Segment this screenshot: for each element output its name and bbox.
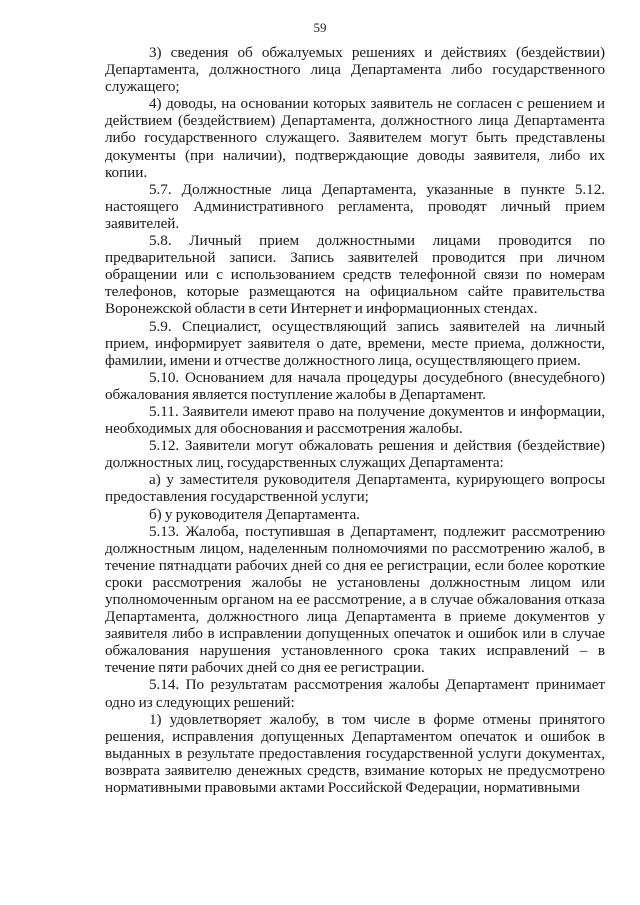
paragraph-5-14: 5.14. По результатам рассмотрения жалобы Департамент принимает одно из следующих решений: <box>105 676 605 711</box>
paragraph-5-9: 5.9. Специалист, осуществляющий запись заявителей на личный прием, информирует заявителя о дате, времени, месте приема, должности, фамилии, имени и отчестве должностного лица, осуществляющего прием. <box>105 317 605 369</box>
paragraph-item-4: 4) доводы, на основании которых заявитель не согласен с решением и действием (бездействием) Департамента, должностного лица Департамента либо государственного служащего. Заявителем могут быть представлены документы (при наличии), подтверждающие доводы заявителя, либо их копии. <box>105 95 605 181</box>
paragraph-5-8: 5.8. Личный прием должностными лицами проводится по предварительной записи. Запись заявителей проводится при личном обращении или с использованием средств телефонной связи по номерам телефонов, которые размещаются на официальном сайте правительства Воронежской области в сети Интернет и информационных стендах. <box>105 232 605 318</box>
paragraph-5-13: 5.13. Жалоба, поступившая в Департамент, подлежит рассмотрению должностным лицом, наделенным полномочиями по рассмотрению жалоб, в течение пятнадцати рабочих дней со дня ее регистрации, если более короткие сроки рассмотрения жалобы не установлены должностным лицом или уполномоченным органом на ее рассмотрение, а в случае обжалования отказа Департамента, должностного лица Департамента в приеме документов у заявителя либо в исправлении допущенных опечаток и ошибок или в случае обжалования нарушения установленного срока таких исправлений – в течение пяти рабочих дней со дня ее регистрации. <box>105 522 605 677</box>
paragraph-5-7: 5.7. Должностные лица Департамента, указанные в пункте 5.12. настоящего Административного регламента, проводят личный прием заявителей. <box>105 180 605 232</box>
paragraph-item-3: 3) сведения об обжалуемых решениях и действиях (бездействии) Департамента, должностного лица Департамента либо государственного служащего; <box>105 44 605 96</box>
paragraph-5-12-a: а) у заместителя руководителя Департамента, курирующего вопросы предоставления государственной услуги; <box>105 471 605 506</box>
document-body <box>105 44 605 796</box>
paragraph-5-14-1: 1) удовлетворяет жалобу, в том числе в форме отмены принятого решения, исправления допущенных Департаментом опечаток и ошибок в выданных в результате предоставления государственной услуги документах, возврата заявителю денежных средств, взимание которых не предусмотрено нормативными правовыми актами Российской Федерации, нормативными <box>105 710 605 797</box>
paragraph-5-10: 5.10. Основанием для начала процедуры досудебного (внесудебного) обжалования является поступление жалобы в Департамент. <box>105 368 605 403</box>
paragraph-5-12: 5.12. Заявители могут обжаловать решения и действия (бездействие) должностных лиц, государственных служащих Департамента: <box>105 437 605 472</box>
paragraph-5-12-b: б) у руководителя Департамента. <box>149 505 360 523</box>
paragraph-5-11: 5.11. Заявители имеют право на получение документов и информации, необходимых для обоснования и рассмотрения жалобы. <box>105 402 605 438</box>
page-number: 59 <box>313 20 327 35</box>
